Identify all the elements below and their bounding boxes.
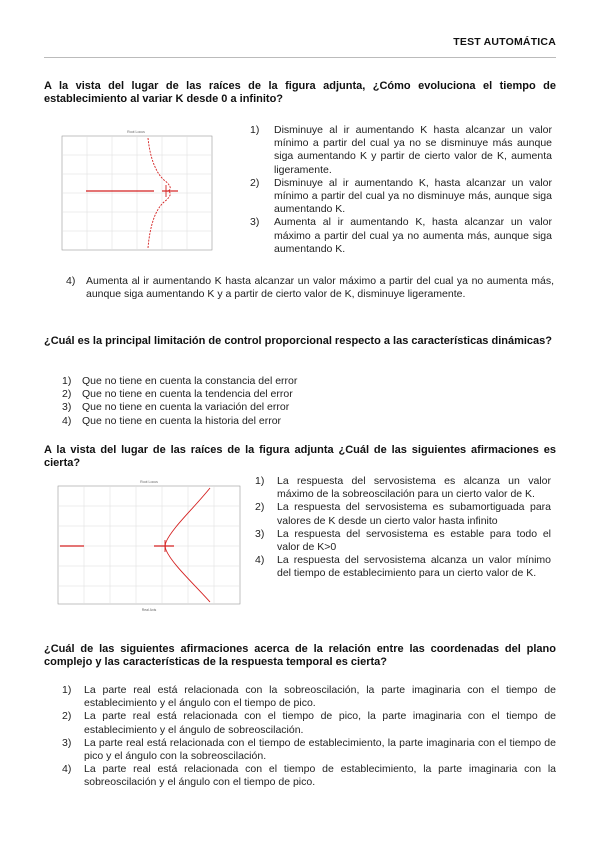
q1-option-3[interactable]: 3) Aumenta al ir aumentando K, hasta alcanzar un valor máximo a partir del cual ya no aumenta más, aunque siga aumentando K. [250,216,552,255]
header-title: TEST AUTOMÁTICA [453,36,556,48]
q2-option-1[interactable]: 1) Que no tiene en cuenta la constancia del error [62,375,298,387]
q2-option-4[interactable]: 4) Que no tiene en cuenta la historia del error [62,414,282,427]
q1-options-right [250,124,552,256]
question-1: A la vista del lugar de las raíces de la figura adjunta, ¿Cómo evoluciona el tiempo de establecimiento al variar K desde 0 a infinito? [44,80,556,105]
q3-option-1[interactable]: 1) La respuesta del servosistema es alcanza un valor máximo de la sobreoscilación para un cierto valor de K. [255,475,551,501]
q1-option-2[interactable]: 2) Disminuye al ir aumentando K, hasta alcanzar un valor mínimo a partir del cual ya no disminuye más, aunque siga aumentando K. [250,176,552,216]
q2-options [62,375,552,428]
q1-options-bottom [66,275,554,301]
q2-option-3[interactable]: 3) Que no tiene en cuenta la variación del error [62,401,290,414]
root-locus-plot-2 [44,478,244,614]
plot-title: Root Locus [140,480,158,484]
q4-option-4[interactable]: 4) La parte real está relacionada con el tiempo de establecimiento, la parte imaginaria con la sobreoscilación y el ángulo con el tiempo de pico. [62,763,556,789]
q4-options [62,684,556,790]
q1-option-4[interactable]: 4) Aumenta al ir aumentando K hasta alcanzar un valor máximo a partir del cual ya no aumenta más, aunque siga aumentando K y a partir de cierto valor de K, disminuye ligeramente. [66,275,554,301]
q2-option-2[interactable]: 2) Que no tiene en cuenta la tendencia del error [62,388,293,401]
root-locus-plot-1 [56,128,216,258]
q4-option-1[interactable]: 1) La parte real está relacionada con la sobreoscilación, la parte imaginaria con el tiempo de establecimiento y el ángulo con el tiempo de pico. [62,684,556,710]
question-2: ¿Cuál es la principal limitación de control proporcional respecto a las características dinámicas? [44,335,553,347]
plot-xlabel: Real Axis [141,608,157,612]
q4-option-2[interactable]: 2) La parte real está relacionada con el tiempo de pico, la parte imaginaria con el tiempo de establecimiento y el ángulo de sobreoscilación. [62,710,556,736]
q3-option-2[interactable]: 2) La respuesta del servosistema es subamortiguada para valores de K desde un cierto valor hasta infinito [255,501,551,527]
q3-options [255,475,551,581]
q1-option-1[interactable]: 1) Disminuye al ir aumentando K hasta alcanzar un valor mínimo a partir del cual ya no se disminuye más aunque siga aumentando K y partir de cierto valor de K, aumenta ligeramente. [250,124,552,176]
question-3: A la vista del lugar de las raíces de la figura adjunta ¿Cuál de las siguientes afirmaciones es cierta? [44,444,556,469]
q3-option-4[interactable]: 4) La respuesta del servosistema alcanza un valor mínimo del tiempo de establecimiento para un cierto valor de K. [255,554,551,580]
plot-frame [58,486,240,604]
q4-option-3[interactable]: 3) La parte real está relacionada con el tiempo de establecimiento, la parte imaginaria con el tiempo de pico y el ángulo con la sobreoscilación. [62,736,556,763]
q3-option-3[interactable]: 3) La respuesta del servosistema es estable para todo el valor de K>0 [255,527,551,554]
header-divider [44,57,556,58]
plot-title: Root Locus [127,130,145,134]
question-4: ¿Cuál de las siguientes afirmaciones acerca de la relación entre las coordenadas del plano complejo y las características de la respuesta temporal es cierta? [44,643,556,668]
